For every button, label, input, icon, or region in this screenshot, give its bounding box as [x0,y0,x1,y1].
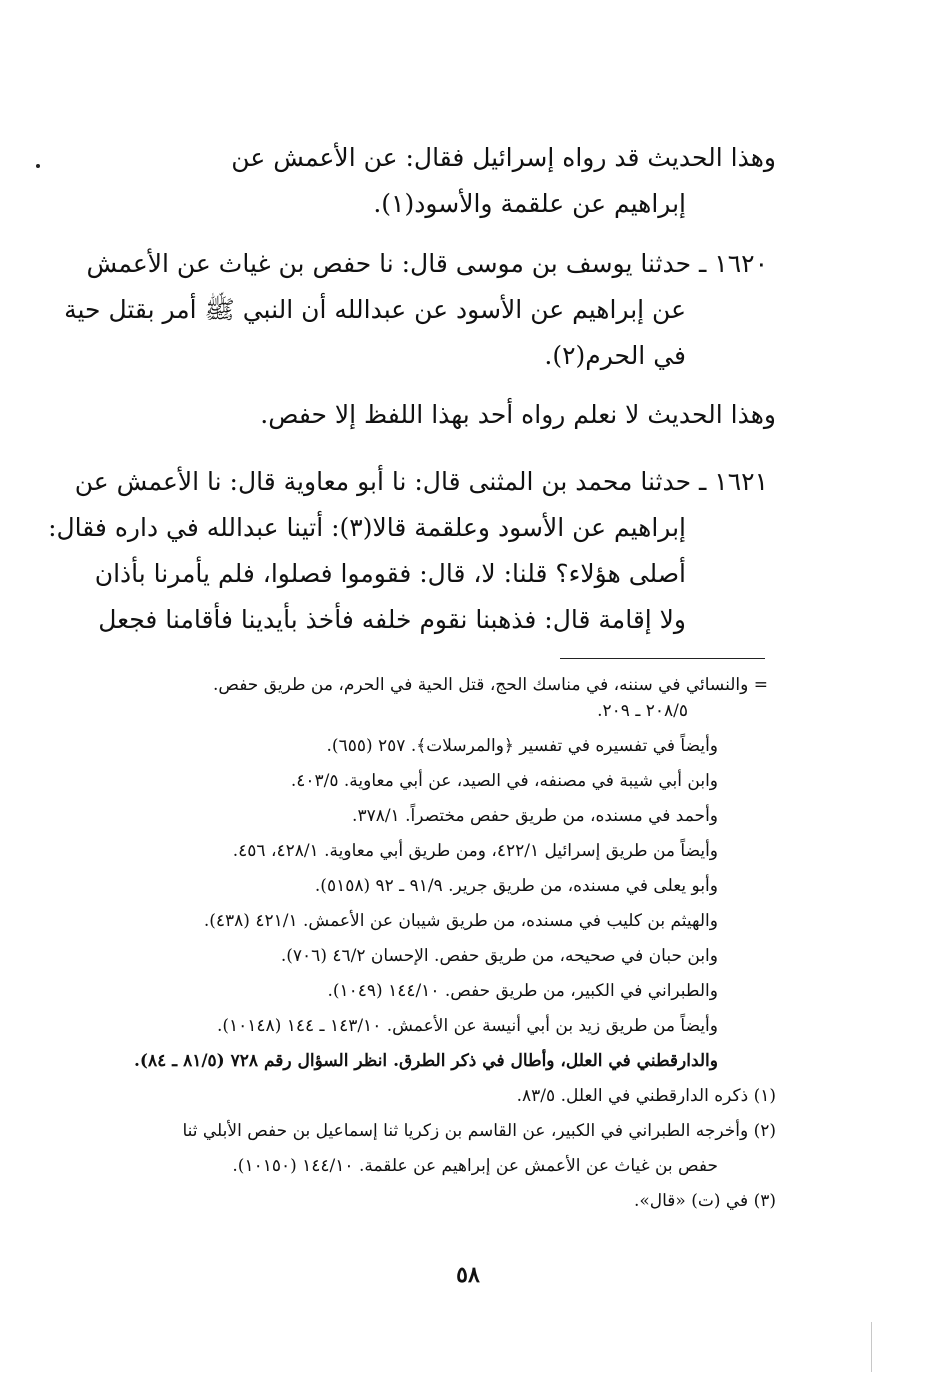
main-line: عن إبراهيم عن الأسود عن عبدالله أن النبي ﷺ أمر بقتل حية [64,295,686,324]
footnote-separator [560,658,765,659]
main-line: وهذا الحديث لا نعلم رواه أحد بهذا اللفظ إلا حفص. [260,400,776,429]
main-line: إبراهيم عن الأسود وعلقمة قالا(٣): أتينا عبدالله في داره فقال: [48,513,686,542]
main-line: أصلى هؤلاء؟ قلنا: لا، قال: فقوموا فصلوا، فلم يأمرنا بأذان [94,559,686,588]
footnote-line: وأيضاً من طريق إسرائيل ٤٢٢/١، ومن طريق أبي معاوية. ٤٢٨/١، ٤٥٦. [232,841,718,861]
footnote-line: وأبو يعلى في مسنده، من طريق جرير. ٩١/٩ ـ ٩٢ (٥١٥٨). [314,876,718,896]
footnote-line: حفص بن غياث عن الأعمش عن إبراهيم عن علقمة. ١٤٤/١٠ (١٠١٥٠). [232,1156,718,1176]
footnote-1: (١) ذكره الدارقطني في العلل. ٨٣/٥. [516,1086,776,1106]
footnote-line: وأيضاً في تفسيره في تفسير ﴿والمرسلات﴾. ٢٥٧ (٦٥٥). [326,736,718,756]
main-line: ولا إقامة قال: فذهبنا نقوم خلفه فأخذ بأيدينا فأقامنا فجعل [98,605,686,634]
page-number: ٥٨ [456,1262,480,1288]
footnote-line: وابن أبي شيبة في مصنفه، في الصيد، عن أبي معاوية. ٤٠٣/٥. [290,771,718,791]
footnote-line: = والنسائي في سننه، في مناسك الحج، قتل الحية في الحرم، من طريق حفص. [212,675,768,695]
hadith-1620-line: ١٦٢٠ ـ حدثنا يوسف بن موسى قال: نا حفص بن غياث عن الأعمش [86,249,768,278]
main-line: إبراهيم عن علقمة والأسود(١). [373,189,686,218]
main-line: في الحرم(٢). [544,341,686,370]
footnote-line: والهيثم بن كليب في مسنده، من طريق شيبان عن الأعمش. ٤٢١/١ (٤٣٨). [203,911,718,931]
footnote-3: (٣) في (ت) «قال». [633,1191,776,1211]
footnote-line: ٢٠٨/٥ ـ ٢٠٩. [597,701,688,721]
footnote-line: وأيضاً من طريق زيد بن أبي أنيسة عن الأعمش. ١٤٣/١٠ ـ ١٤٤ (١٠١٤٨). [216,1016,718,1036]
footnote-line: وابن حبان في صحيحه، من طريق حفص. الإحسان ٤٦/٢ (٧٠٦). [280,946,718,966]
footnote-line: وأحمد في مسنده، من طريق حفص مختصراً. ٣٧٨/١. [352,806,718,826]
footnote-line: والطبراني في الكبير، من طريق حفص. ١٤٤/١٠ (١٠٤٩). [327,981,718,1001]
main-line: وهذا الحديث قد رواه إسرائيل فقال: عن الأعمش عن [231,143,776,172]
hadith-1621-line: ١٦٢١ ـ حدثنا محمد بن المثنى قال: نا أبو معاوية قال: نا الأعمش عن [74,467,768,496]
scan-edge-mark [871,1322,872,1372]
footnote-2: (٢) وأخرجه الطبراني في الكبير، عن القاسم بن زكريا ثنا إسماعيل بن حفص الأبلي ثنا [182,1121,776,1141]
scan-speck [36,164,40,168]
footnote-line: والدارقطني في العلل، وأطال في ذكر الطرق. انظر السؤال رقم ٧٢٨ (٨١/٥ ـ ٨٤). [134,1051,718,1071]
